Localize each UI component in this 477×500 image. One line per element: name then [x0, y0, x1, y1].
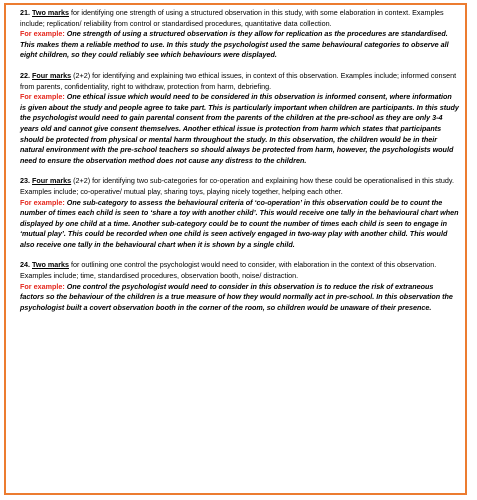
example-label: For example:: [20, 92, 65, 102]
example-label: For example:: [20, 281, 65, 291]
mark-scheme-frame: [4, 3, 467, 495]
marking-guidance: for outlining one control the psychologist would need to consider, with elaboration in the context of this observation. Examples include; time, standardised procedures, observation booth, noise/ distraction.: [20, 260, 437, 281]
question-24-example: [20, 282, 459, 314]
question-22-guidance-line: [20, 71, 459, 92]
question-22-example: [20, 92, 459, 166]
marking-guidance: (2+2) for identifying and explaining two ethical issues, in context of this observation. Examples include; informed consent from parents, confidentiality, right to withdraw, protection from harm, debriefing.: [20, 70, 457, 91]
marks-label: Four marks: [32, 176, 72, 186]
example-answer: One strength of using a structured observation is they allow for replication as the procedures are standardised. This makes them a reliable method to use. In this study the psychologist used the same behavioural categories to observe all eight children, so they could reliably see which behaviours were displayed.: [20, 29, 449, 60]
example-label: For example:: [20, 197, 65, 207]
question-22: [20, 71, 459, 166]
question-number: 24.: [20, 260, 30, 270]
question-23-guidance-line: [20, 176, 459, 197]
example-answer: One control the psychologist would need to consider in this observation is to reduce the risk of extraneous factors so the behaviour of the children is a true measure of how they would normally act in pre-school. In this observation the psychologist built a covert observation booth in the corner of the room, so children would be unaware of their presence.: [20, 281, 453, 312]
question-23: [20, 176, 459, 250]
question-23-example: [20, 198, 459, 251]
question-24: [20, 260, 459, 313]
marking-guidance: for identifying one strength of using a structured observation in this study, with some elaboration in context. Examples include; replication/ reliability from control or standardised procedures, quantitative data collection.: [20, 8, 444, 28]
example-answer: One sub-category to assess the behavioural criteria of ‘co-operation’ in this observation could be to count the number of times each child is seen to ‘share a toy with another child’. This would receive one tally in the behavioural chart when displayed by one child at a time. Another sub-category could be to count the number of times each child is seen to engage in ‘mutual play’. This could be recorded when one child is seen actively engaged in two-way play with another child. This would also receive one tally in the behavioural chart when it is shown by a single child.: [20, 197, 459, 249]
question-number: 22.: [20, 70, 30, 80]
example-answer: One ethical issue which would need to be considered in this observation is informed consent, where information is given about the study and people agree to take part. This is particularly important when children are participants. In this study the psychologist would need to gain parental consent from the parents of the children at the pre-school as they are only 3-4 years old and cannot give consent themselves. Another ethical issue is protection from harm which states that participants should be protected from physical or mental harm throughout the study. In this observation, the children would be in their natural environment with the pre-school teachers so should always be protected from harm, however, the psychologists would need to ensure the observation method does not cause any distress to the children.: [20, 92, 459, 165]
marks-label: Two marks: [32, 8, 70, 17]
question-24-guidance-line: [20, 260, 459, 281]
question-21-example: [20, 29, 459, 61]
question-21-guidance-line: [20, 8, 459, 29]
marking-guidance: (2+2) for identifying two sub-categories for co-operation and explaining how these could be operationalised in this study. Examples include; co-operative/ mutual play, sharing toys, playing nicely together, helping each other.: [20, 176, 454, 196]
marks-label: Two marks: [32, 260, 70, 270]
example-label: For example:: [20, 29, 65, 39]
mark-scheme-content: [6, 5, 465, 313]
question-number: 21.: [20, 8, 30, 17]
marks-label: Four marks: [32, 70, 72, 80]
question-21: [20, 8, 459, 61]
question-number: 23.: [20, 176, 30, 186]
